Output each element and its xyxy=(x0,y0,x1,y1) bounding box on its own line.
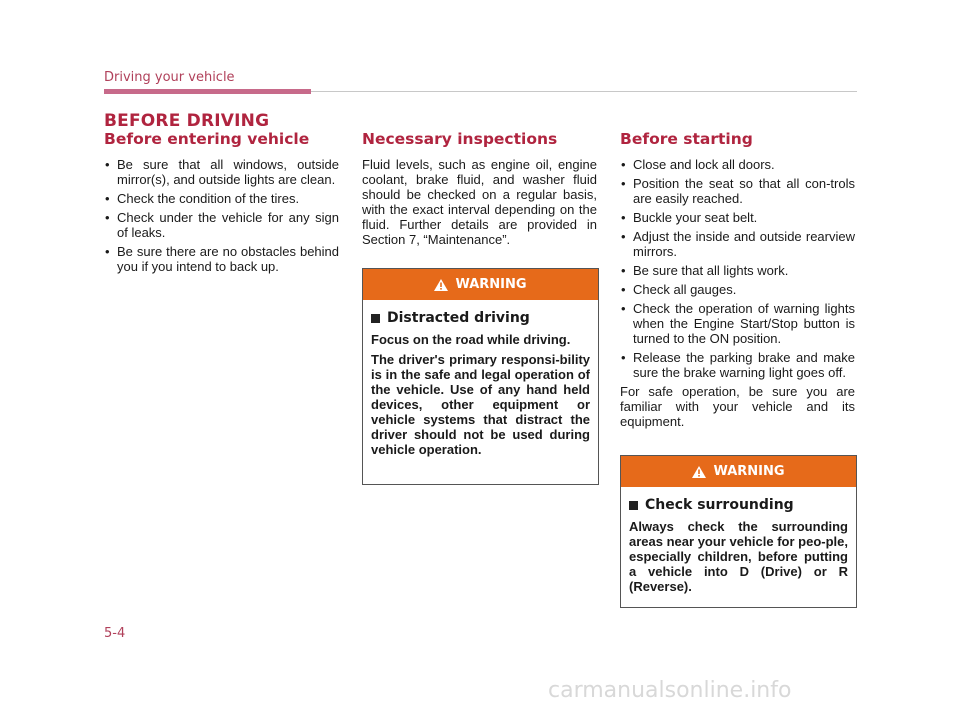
warning-title xyxy=(629,497,848,513)
square-bullet-icon xyxy=(371,314,380,323)
warning-header xyxy=(363,269,598,300)
warning-box-distracted-driving xyxy=(362,268,599,485)
warning-box-check-surrounding xyxy=(620,455,857,608)
warning-label: WARNING xyxy=(455,277,527,292)
bullet-list xyxy=(620,157,855,380)
warning-title-text: Check surrounding xyxy=(645,497,794,513)
page-number: 5-4 xyxy=(104,626,126,641)
list-item: • Adjust the inside and outside rearview mirrors. xyxy=(620,229,855,259)
warning-triangle-icon xyxy=(692,466,706,478)
warning-text: The driver's primary responsi-bility is in the safe and legal operation of the vehicle. Use of any hand held devices, other equipment or vehicle systems that distract the driver should not be used during vehicle operation. xyxy=(371,352,590,457)
list-item: • Check under the vehicle for any sign of leaks. xyxy=(104,210,339,240)
inspections-paragraph: Fluid levels, such as engine oil, engine coolant, brake fluid, and washer fluid should be checked on a regular basis, with the exact interval depending on the fluid. Further details are provided in Section 7, “Maintenance”. xyxy=(362,157,597,247)
list-item: • Release the parking brake and make sure the brake warning light goes off. xyxy=(620,350,855,380)
warning-text: Always check the surrounding areas near your vehicle for peo-ple, especially children, before putting a vehicle into D (Drive) or R (Reverse). xyxy=(629,519,848,594)
column-necessary-inspections xyxy=(362,130,597,247)
header-accent-rule xyxy=(104,89,311,94)
warning-triangle-icon xyxy=(434,279,448,291)
list-item: • Be sure there are no obstacles behind you if you intend to back up. xyxy=(104,244,339,274)
warning-header xyxy=(621,456,856,487)
bullet-list xyxy=(104,157,339,274)
list-item: • Be sure that all windows, outside mirror(s), and outside lights are clean. xyxy=(104,157,339,187)
column-before-starting xyxy=(620,130,855,429)
warning-label: WARNING xyxy=(713,464,785,479)
list-item: • Buckle your seat belt. xyxy=(620,210,855,225)
watermark: carmanualsonline.info xyxy=(548,678,792,703)
warning-title-text: Distracted driving xyxy=(387,310,530,326)
warning-text: Focus on the road while driving. xyxy=(371,332,571,347)
section-title: BEFORE DRIVING xyxy=(104,111,270,131)
list-item: • Be sure that all lights work. xyxy=(620,263,855,278)
list-item: • Check all gauges. xyxy=(620,282,855,297)
safe-operation-paragraph: For safe operation, be sure you are familiar with your vehicle and its equipment. xyxy=(620,384,855,429)
column-before-entering xyxy=(104,130,339,278)
heading-necessary-inspections: Necessary inspections xyxy=(362,130,558,148)
chapter-header: Driving your vehicle xyxy=(104,70,235,85)
square-bullet-icon xyxy=(629,501,638,510)
list-item: • Check the condition of the tires. xyxy=(104,191,339,206)
list-item: • Close and lock all doors. xyxy=(620,157,855,172)
list-item: • Position the seat so that all con-trols are easily reached. xyxy=(620,176,855,206)
heading-before-entering: Before entering vehicle xyxy=(104,130,310,148)
header-divider xyxy=(311,91,857,92)
list-item: • Check the operation of warning lights when the Engine Start/Stop button is turned to the ON position. xyxy=(620,301,855,346)
heading-before-starting: Before starting xyxy=(620,130,753,148)
warning-title xyxy=(371,310,590,326)
